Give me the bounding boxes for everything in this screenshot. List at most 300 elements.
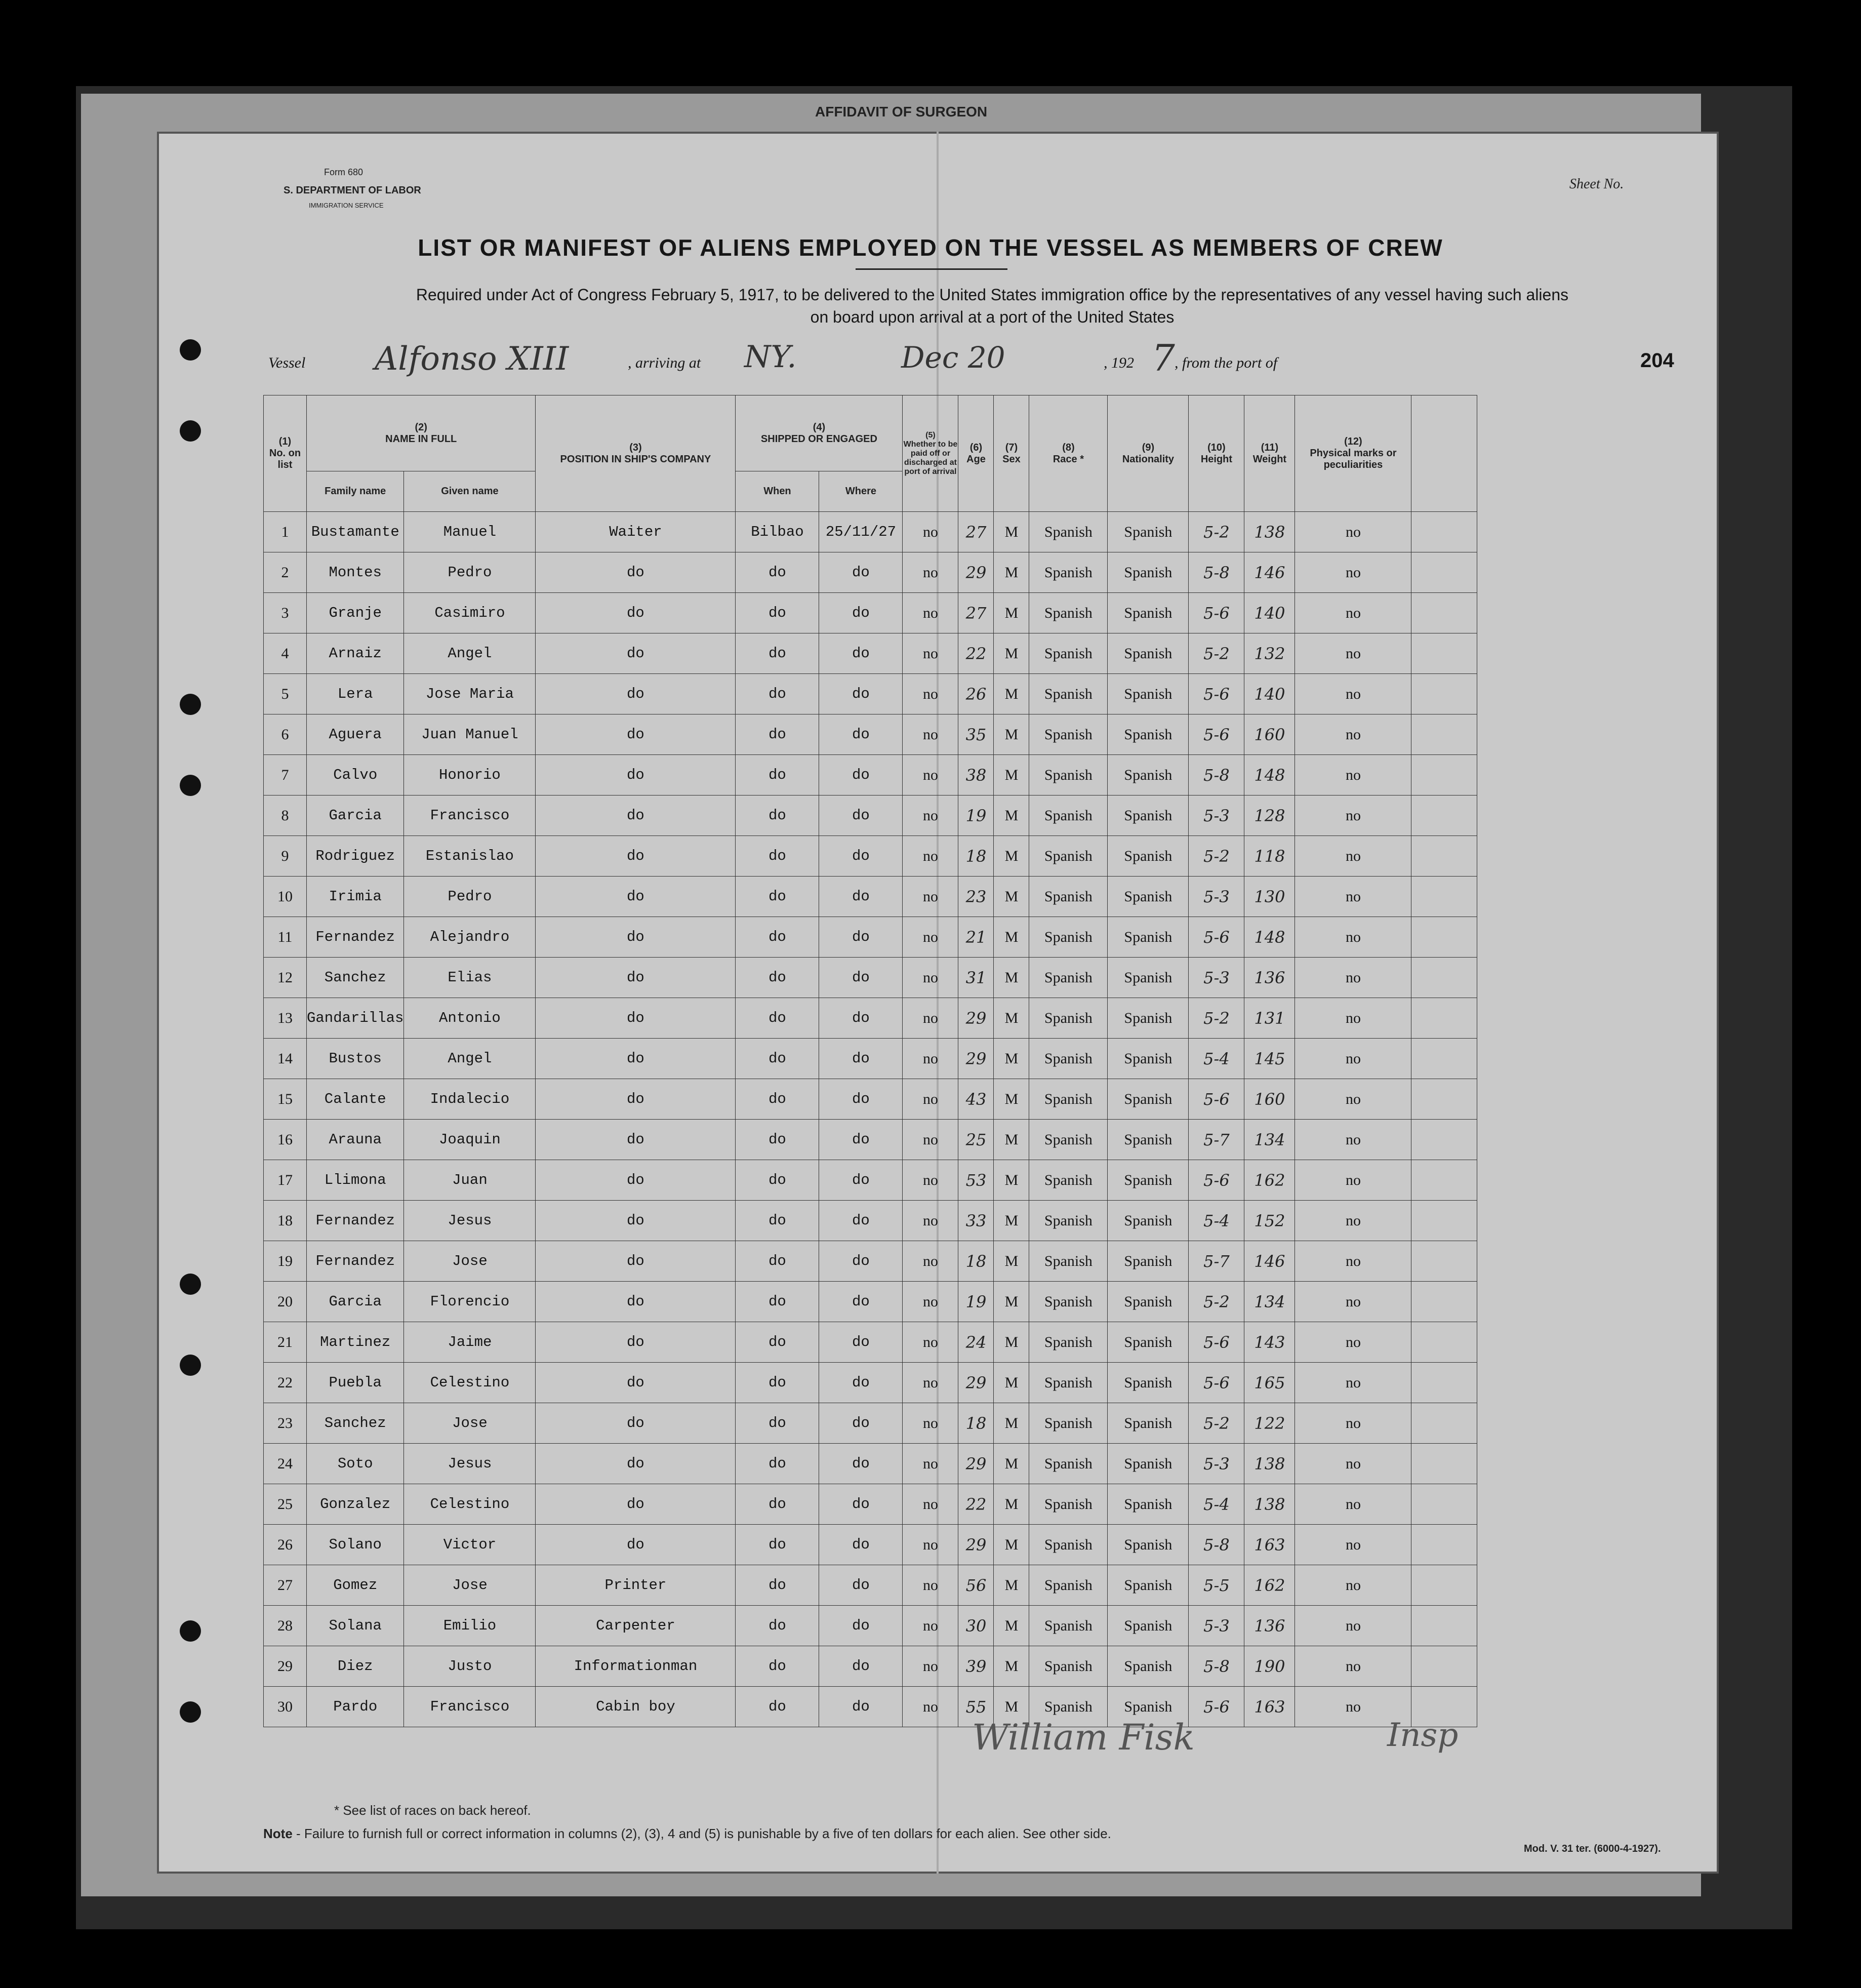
shipped-when-cell: do [736,1120,819,1160]
row-number-cell: 9 [264,836,307,877]
position-cell: do [536,755,736,796]
shipped-when-cell: do [736,1039,819,1079]
nationality-cell: Spanish [1108,958,1189,998]
paid-off-cell: no [903,1120,958,1160]
shipped-when-cell: do [736,593,819,633]
inspector-signature: William Fisk [972,1717,1195,1758]
race-cell: Spanish [1029,633,1108,674]
position-cell: do [536,714,736,755]
race-cell: Spanish [1029,1444,1108,1484]
row-number-cell: 25 [264,1484,307,1525]
height-cell: 5-4 [1189,1039,1244,1079]
col-name-header [307,395,536,471]
position-cell: do [536,796,736,836]
physical-marks-cell: no [1295,755,1411,796]
subtitle-line-1: Required under Act of Congress February 5, 1917, to be delivered to the United States immigration office by the representatives of any vessel having such aliens [416,286,1569,304]
given-name-cell: Juan Manuel [404,714,536,755]
weight-cell: 162 [1244,1160,1295,1201]
height-cell: 5-3 [1189,877,1244,917]
table-row [264,796,1477,836]
service-label: IMMIGRATION SERVICE [309,202,384,209]
race-cell: Spanish [1029,877,1108,917]
height-cell: 5-6 [1189,917,1244,958]
table-row [264,714,1477,755]
family-name-cell: Aguera [307,714,404,755]
height-cell: 5-3 [1189,796,1244,836]
year-value: 7 [1152,337,1175,379]
nationality-cell: Spanish [1108,1646,1189,1687]
shipped-where-cell: do [819,877,903,917]
race-cell: Spanish [1029,593,1108,633]
physical-marks-cell: no [1295,1565,1411,1606]
table-row [264,836,1477,877]
shipped-when-cell: do [736,1646,819,1687]
weight-cell: 146 [1244,552,1295,593]
col-height-number: (10) [1207,442,1226,453]
manifest-subtitle [344,284,1640,328]
sex-cell: M [994,998,1029,1039]
physical-marks-cell: no [1295,1322,1411,1363]
given-name-cell: Pedro [404,552,536,593]
family-name-cell: Rodriguez [307,836,404,877]
sex-cell: M [994,796,1029,836]
weight-cell: 143 [1244,1322,1295,1363]
height-cell: 5-7 [1189,1241,1244,1282]
position-cell: do [536,998,736,1039]
race-cell: Spanish [1029,1201,1108,1241]
height-cell: 5-6 [1189,674,1244,714]
physical-marks-cell: no [1295,1241,1411,1282]
paid-off-cell: no [903,714,958,755]
row-number-cell: 18 [264,1201,307,1241]
height-cell: 5-2 [1189,633,1244,674]
position-cell: do [536,1241,736,1282]
blank-cell [1411,674,1477,714]
blank-cell [1411,836,1477,877]
family-name-cell: Sanchez [307,958,404,998]
shipped-where-cell: do [819,552,903,593]
physical-marks-cell: no [1295,1079,1411,1120]
row-number-cell: 6 [264,714,307,755]
punch-hole [180,775,201,796]
position-cell: do [536,552,736,593]
table-row [264,1687,1477,1727]
weight-cell: 160 [1244,1079,1295,1120]
family-name-cell: Calante [307,1079,404,1120]
weight-cell: 163 [1244,1687,1295,1727]
shipped-when-cell: do [736,1565,819,1606]
row-number-cell: 10 [264,877,307,917]
given-name-cell: Casimiro [404,593,536,633]
height-cell: 5-2 [1189,1403,1244,1444]
given-name-cell: Alejandro [404,917,536,958]
family-name-cell: Bustos [307,1039,404,1079]
height-cell: 5-6 [1189,1079,1244,1120]
age-cell: 29 [958,552,994,593]
race-cell: Spanish [1029,1484,1108,1525]
crew-manifest-table [263,395,1477,1727]
nationality-cell: Spanish [1108,1039,1189,1079]
arrival-port: NY. [744,339,797,375]
shipped-when-cell: do [736,1363,819,1403]
sex-cell: M [994,755,1029,796]
family-name-cell: Fernandez [307,1241,404,1282]
col-shipped-header [736,395,903,471]
given-name-cell: Victor [404,1525,536,1565]
weight-cell: 136 [1244,958,1295,998]
age-cell: 39 [958,1646,994,1687]
nationality-cell: Spanish [1108,1201,1189,1241]
paid-off-cell: no [903,1079,958,1120]
paid-off-cell: no [903,1565,958,1606]
height-cell: 5-3 [1189,1444,1244,1484]
blank-cell [1411,1606,1477,1646]
paid-off-cell: no [903,593,958,633]
physical-marks-cell: no [1295,1525,1411,1565]
given-name-cell: Jose Maria [404,674,536,714]
age-cell: 29 [958,1525,994,1565]
row-number-cell: 23 [264,1403,307,1444]
sex-cell: M [994,917,1029,958]
sex-cell: M [994,1120,1029,1160]
col-when-header: When [736,471,819,512]
blank-cell [1411,755,1477,796]
nationality-cell: Spanish [1108,796,1189,836]
position-cell: do [536,1525,736,1565]
shipped-when-cell: do [736,877,819,917]
height-cell: 5-6 [1189,1322,1244,1363]
shipped-where-cell: do [819,958,903,998]
weight-cell: 131 [1244,998,1295,1039]
shipped-where-cell: do [819,1363,903,1403]
given-name-cell: Jesus [404,1444,536,1484]
blank-column-header [1411,395,1477,512]
shipped-when-cell: do [736,836,819,877]
row-number-cell: 12 [264,958,307,998]
paid-off-cell: no [903,1403,958,1444]
position-cell: do [536,1444,736,1484]
paid-off-cell: no [903,796,958,836]
weight-cell: 165 [1244,1363,1295,1403]
shipped-where-cell: do [819,836,903,877]
blank-cell [1411,1646,1477,1687]
paid-off-cell: no [903,1444,958,1484]
age-cell: 23 [958,877,994,917]
race-cell: Spanish [1029,755,1108,796]
blank-cell [1411,1241,1477,1282]
given-name-cell: Angel [404,1039,536,1079]
weight-cell: 136 [1244,1606,1295,1646]
race-cell: Spanish [1029,512,1108,552]
given-name-cell: Jose [404,1565,536,1606]
physical-marks-cell: no [1295,593,1411,633]
position-cell: do [536,1484,736,1525]
punch-hole [180,420,201,442]
position-cell: do [536,674,736,714]
given-name-cell: Jose [404,1241,536,1282]
height-cell: 5-8 [1189,755,1244,796]
height-cell: 5-6 [1189,714,1244,755]
row-number-cell: 26 [264,1525,307,1565]
row-number-cell: 16 [264,1120,307,1160]
physical-marks-cell: no [1295,1039,1411,1079]
family-name-cell: Solano [307,1525,404,1565]
physical-marks-cell: no [1295,836,1411,877]
table-row [264,1039,1477,1079]
physical-marks-cell: no [1295,1444,1411,1484]
blank-cell [1411,552,1477,593]
blank-cell [1411,1201,1477,1241]
physical-marks-cell: no [1295,674,1411,714]
paid-off-cell: no [903,836,958,877]
shipped-when-cell: do [736,1282,819,1322]
table-row [264,674,1477,714]
races-footnote: * See list of races on back hereof. [334,1803,531,1818]
row-number-cell: 15 [264,1079,307,1120]
note-text: - Failure to furnish full or correct information in columns (2), (3), 4 and (5) is punishable by a five of ten dollars for each alien. See other side. [296,1826,1111,1841]
col-height-header [1189,395,1244,512]
col-shipped-label: SHIPPED OR ENGAGED [760,433,877,445]
shipped-when-cell: do [736,755,819,796]
weight-cell: 140 [1244,593,1295,633]
nationality-cell: Spanish [1108,674,1189,714]
physical-marks-cell: no [1295,917,1411,958]
physical-marks-cell: no [1295,1282,1411,1322]
nationality-cell: Spanish [1108,1687,1189,1727]
col-given-name-header: Given name [404,471,536,512]
shipped-when-cell: do [736,1484,819,1525]
nationality-cell: Spanish [1108,633,1189,674]
weight-cell: 148 [1244,917,1295,958]
nationality-cell: Spanish [1108,1322,1189,1363]
family-name-cell: Puebla [307,1363,404,1403]
table-row [264,877,1477,917]
age-cell: 27 [958,593,994,633]
paid-off-cell: no [903,1322,958,1363]
sex-cell: M [994,674,1029,714]
age-cell: 31 [958,958,994,998]
race-cell: Spanish [1029,1565,1108,1606]
col-age-label: Age [966,453,986,465]
col-shipped-number: (4) [813,421,826,433]
col-height-label: Height [1200,453,1233,465]
sheet-number-label: Sheet No. [1569,176,1624,192]
height-cell: 5-8 [1189,552,1244,593]
shipped-where-cell: do [819,1120,903,1160]
height-cell: 5-3 [1189,1606,1244,1646]
nationality-cell: Spanish [1108,998,1189,1039]
shipped-where-cell: do [819,1282,903,1322]
vessel-line [268,337,1696,380]
shipped-when-cell: do [736,1241,819,1282]
table-row [264,552,1477,593]
weight-cell: 152 [1244,1201,1295,1241]
weight-cell: 130 [1244,877,1295,917]
manifest-title: LIST OR MANIFEST OF ALIENS EMPLOYED ON THE VESSEL AS MEMBERS OF CREW [418,234,1443,261]
shipped-when-cell: do [736,1201,819,1241]
shipped-where-cell: do [819,1160,903,1201]
shipped-where-cell: do [819,1444,903,1484]
col-no-header [264,395,307,512]
row-number-cell: 28 [264,1606,307,1646]
height-cell: 5-6 [1189,593,1244,633]
weight-cell: 122 [1244,1403,1295,1444]
paid-off-cell: no [903,1484,958,1525]
vessel-name: Alfonso XIII [375,340,569,378]
race-cell: Spanish [1029,1079,1108,1120]
height-cell: 5-6 [1189,1363,1244,1403]
given-name-cell: Emilio [404,1606,536,1646]
col-nationality-label: Nationality [1122,453,1175,465]
table-row [264,1646,1477,1687]
row-number-cell: 3 [264,593,307,633]
row-number-cell: 14 [264,1039,307,1079]
table-row [264,1484,1477,1525]
col-name-label: NAME IN FULL [385,433,457,445]
physical-marks-cell: no [1295,1160,1411,1201]
family-name-cell: Diez [307,1646,404,1687]
sex-cell: M [994,593,1029,633]
table-row [264,958,1477,998]
sex-cell: M [994,836,1029,877]
age-cell: 29 [958,1444,994,1484]
sex-cell: M [994,1363,1029,1403]
race-cell: Spanish [1029,1120,1108,1160]
nationality-cell: Spanish [1108,917,1189,958]
table-row [264,1241,1477,1282]
physical-marks-cell: no [1295,1687,1411,1727]
nationality-cell: Spanish [1108,1606,1189,1646]
page-number: 204 [1640,349,1674,372]
sex-cell: M [994,1079,1029,1120]
shipped-where-cell: do [819,1484,903,1525]
weight-cell: 132 [1244,633,1295,674]
family-name-cell: Gonzalez [307,1484,404,1525]
shipped-when-cell: do [736,1444,819,1484]
shipped-when-cell: do [736,958,819,998]
age-cell: 33 [958,1201,994,1241]
nationality-cell: Spanish [1108,1484,1189,1525]
physical-marks-cell: no [1295,958,1411,998]
shipped-where-cell: do [819,1606,903,1646]
nationality-cell: Spanish [1108,1241,1189,1282]
table-row [264,1606,1477,1646]
row-number-cell: 22 [264,1363,307,1403]
row-number-cell: 17 [264,1160,307,1201]
crew-rows [264,512,1477,1727]
family-name-cell: Lera [307,674,404,714]
physical-marks-cell: no [1295,1646,1411,1687]
age-cell: 24 [958,1322,994,1363]
family-name-cell: Granje [307,593,404,633]
col-age-number: (6) [969,442,983,453]
year-label: , 192 [1104,354,1134,371]
height-cell: 5-4 [1189,1201,1244,1241]
race-cell: Spanish [1029,674,1108,714]
position-cell: do [536,593,736,633]
form-number: Form 680 [324,167,363,177]
race-cell: Spanish [1029,1241,1108,1282]
position-cell: do [536,1160,736,1201]
family-name-cell: Arnaiz [307,633,404,674]
physical-marks-cell: no [1295,1363,1411,1403]
age-cell: 29 [958,998,994,1039]
position-cell: Carpenter [536,1606,736,1646]
age-cell: 30 [958,1606,994,1646]
position-cell: do [536,877,736,917]
age-cell: 25 [958,1120,994,1160]
age-cell: 22 [958,1484,994,1525]
penalty-note [263,1826,1111,1842]
race-cell: Spanish [1029,958,1108,998]
weight-cell: 146 [1244,1241,1295,1282]
row-number-cell: 27 [264,1565,307,1606]
weight-cell: 163 [1244,1525,1295,1565]
weight-cell: 145 [1244,1039,1295,1079]
paid-off-cell: no [903,1687,958,1727]
age-cell: 19 [958,1282,994,1322]
col-weight-label: Weight [1252,453,1287,465]
shipped-when-cell: do [736,552,819,593]
nationality-cell: Spanish [1108,714,1189,755]
blank-cell [1411,1079,1477,1120]
paid-off-cell: no [903,512,958,552]
given-name-cell: Pedro [404,877,536,917]
paid-off-cell: no [903,1201,958,1241]
race-cell: Spanish [1029,836,1108,877]
paid-off-cell: no [903,1646,958,1687]
physical-marks-cell: no [1295,714,1411,755]
blank-cell [1411,796,1477,836]
height-cell: 5-2 [1189,998,1244,1039]
shipped-where-cell: do [819,1201,903,1241]
height-cell: 5-2 [1189,512,1244,552]
blank-cell [1411,1322,1477,1363]
given-name-cell: Jose [404,1403,536,1444]
weight-cell: 118 [1244,836,1295,877]
position-cell: do [536,917,736,958]
col-race-number: (8) [1062,442,1075,453]
punch-hole [180,694,201,715]
position-cell: do [536,836,736,877]
position-cell: do [536,1039,736,1079]
race-cell: Spanish [1029,1160,1108,1201]
height-cell: 5-8 [1189,1525,1244,1565]
subtitle-line-2: on board upon arrival at a port of the United States [810,308,1175,326]
weight-cell: 128 [1244,796,1295,836]
given-name-cell: Celestino [404,1484,536,1525]
sex-cell: M [994,633,1029,674]
position-cell: Waiter [536,512,736,552]
race-cell: Spanish [1029,714,1108,755]
shipped-when-cell: do [736,1525,819,1565]
physical-marks-cell: no [1295,633,1411,674]
nationality-cell: Spanish [1108,877,1189,917]
row-number-cell: 1 [264,512,307,552]
table-row [264,1079,1477,1120]
given-name-cell: Honorio [404,755,536,796]
blank-cell [1411,877,1477,917]
shipped-where-cell: do [819,593,903,633]
shipped-when-cell: do [736,1687,819,1727]
blank-cell [1411,1484,1477,1525]
height-cell: 5-2 [1189,1282,1244,1322]
family-name-cell: Gandarillas [307,998,404,1039]
race-cell: Spanish [1029,1039,1108,1079]
col-paid-number: (5) [925,430,936,440]
shipped-when-cell: do [736,633,819,674]
blank-cell [1411,958,1477,998]
